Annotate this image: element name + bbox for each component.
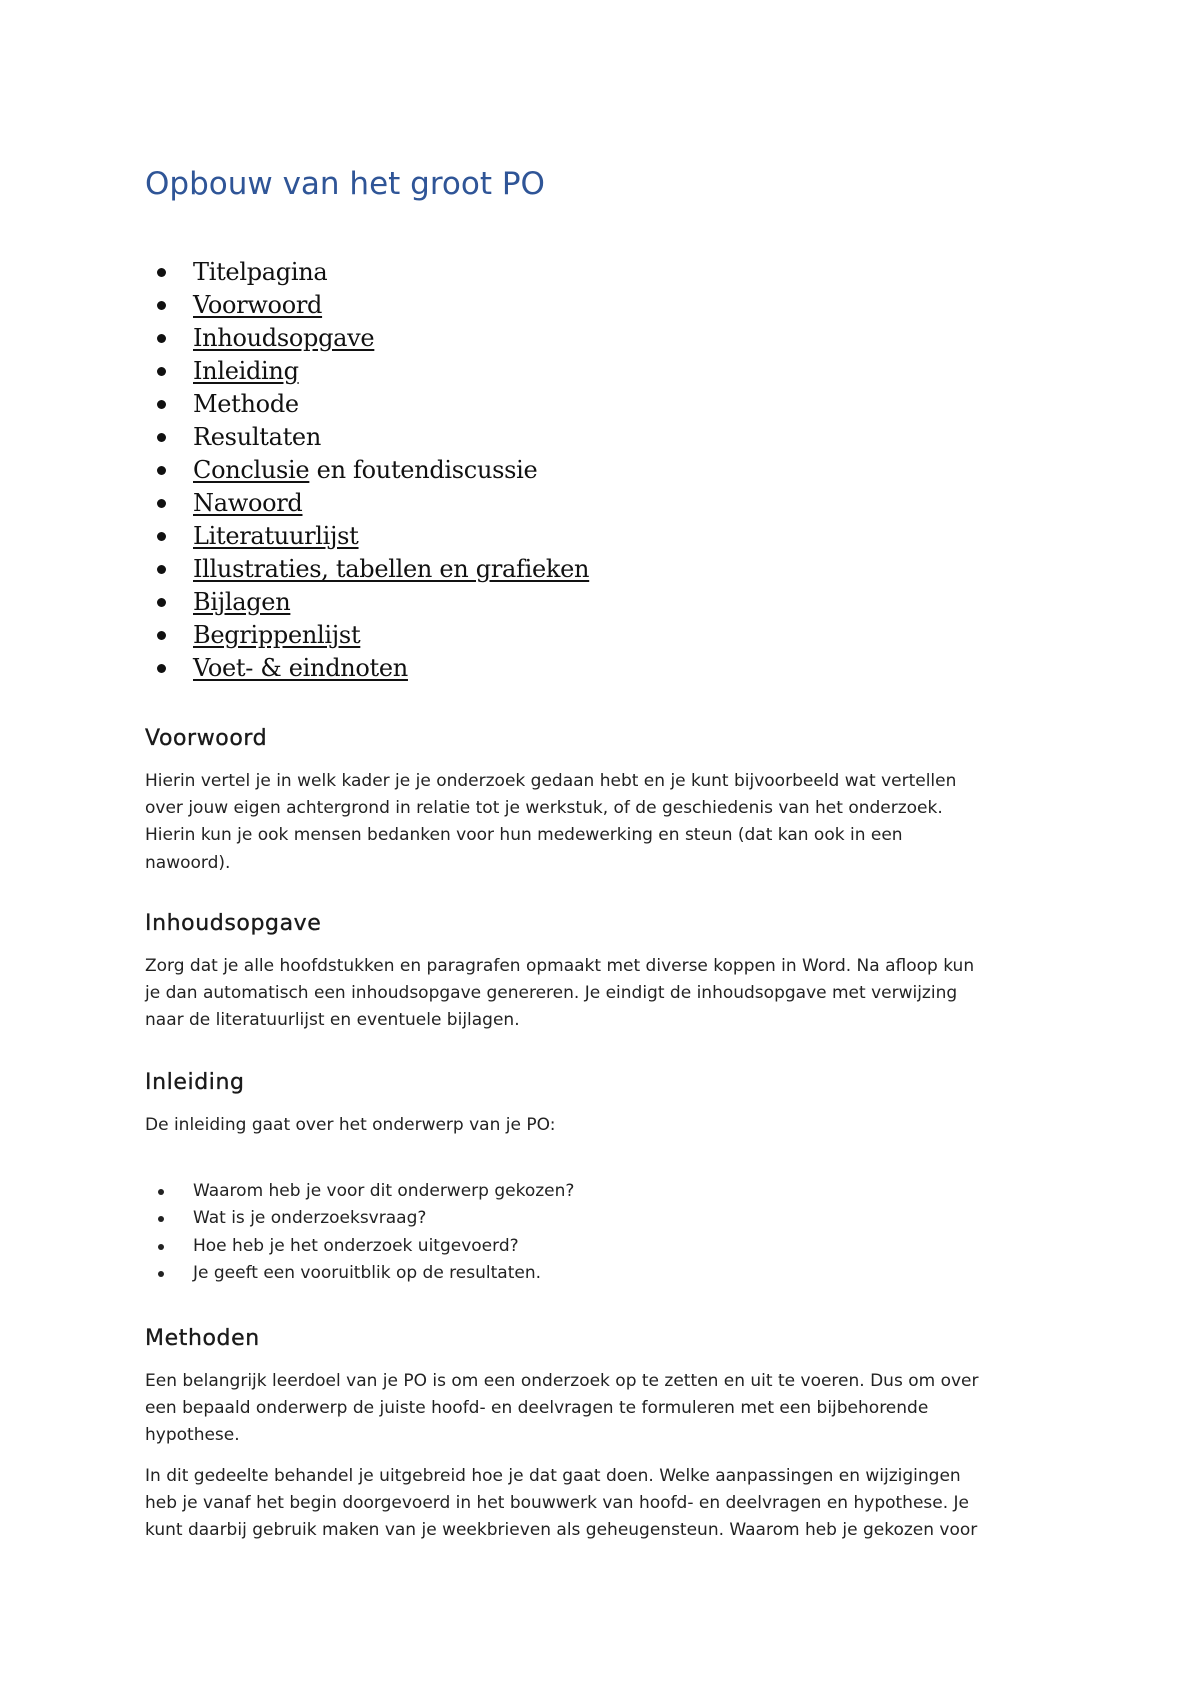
heading-inleiding: Inleiding — [145, 1070, 245, 1095]
text-line: kunt daarbij gebruik maken van je weekbrieven als geheugensteun. Waarom heb je gekozen voor — [145, 1520, 978, 1541]
outline-list — [145, 256, 589, 685]
list-item — [145, 1205, 574, 1232]
heading-methoden: Methoden — [145, 1326, 260, 1351]
outline-item — [145, 487, 589, 520]
list-item-text: Je geeft een vooruitblik op de resultaten. — [193, 1262, 542, 1283]
methoden-paragraph-1 — [145, 1368, 1065, 1450]
bullet-icon — [157, 433, 166, 442]
outline-item — [145, 388, 589, 421]
outline-item — [145, 421, 589, 454]
bullet-icon — [157, 499, 166, 508]
text-line: Een belangrijk leerdoel van je PO is om een onderzoek op te zetten en uit te voeren. Dus om over — [145, 1371, 979, 1391]
list-item-text: Wat is je onderzoeksvraag? — [193, 1208, 427, 1229]
text-line: In dit gedeelte behandel je uitgebreid hoe je dat gaat doen. Welke aanpassingen en wijzigingen — [145, 1466, 961, 1486]
outline-link[interactable]: Voorwoord — [193, 291, 323, 319]
outline-text: Methode — [193, 390, 299, 418]
list-item — [145, 1260, 574, 1287]
outline-link[interactable]: Nawoord — [193, 489, 303, 517]
text-line: je dan automatisch een inhoudsopgave genereren. Je eindigt de inhoudsopgave met verwijzing — [145, 983, 958, 1004]
outline-text: en foutendiscussie — [309, 456, 538, 484]
bullet-icon — [158, 1216, 164, 1222]
bullet-icon — [157, 598, 166, 607]
outline-link[interactable]: Conclusie — [193, 456, 310, 484]
outline-link[interactable]: Inhoudsopgave — [193, 324, 375, 352]
bullet-icon — [157, 268, 166, 277]
bullet-icon — [158, 1271, 164, 1277]
heading-voorwoord: Voorwoord — [145, 726, 268, 751]
text-line: De inleiding gaat over het onderwerp van je PO: — [145, 1115, 556, 1135]
list-item — [145, 1178, 574, 1205]
outline-link[interactable]: Illustraties, tabellen en grafieken — [193, 555, 590, 583]
page-title: Opbouw van het groot PO — [145, 166, 545, 202]
bullet-icon — [157, 565, 166, 574]
outline-item — [145, 256, 589, 289]
list-item-text: Hoe heb je het onderzoek uitgevoerd? — [193, 1235, 519, 1256]
bullet-icon — [157, 664, 166, 673]
outline-link[interactable]: Voet- & eindnoten — [193, 654, 408, 682]
bullet-icon — [157, 367, 166, 376]
outline-item — [145, 553, 589, 586]
inleiding-bullet-list — [145, 1178, 574, 1287]
bullet-icon — [157, 532, 166, 541]
inleiding-intro — [145, 1112, 1065, 1139]
text-line: een bepaald onderwerp de juiste hoofd- en deelvragen te formuleren met een bijbehorende — [145, 1398, 929, 1419]
methoden-paragraph-2 — [145, 1463, 1065, 1545]
outline-text: Resultaten — [193, 423, 321, 451]
voorwoord-paragraph — [145, 768, 1065, 877]
text-line: nawoord). — [145, 852, 231, 873]
bullet-icon — [157, 334, 166, 343]
bullet-icon — [157, 400, 166, 409]
outline-link[interactable]: Begrippenlijst — [193, 621, 361, 649]
bullet-icon — [157, 466, 166, 475]
text-line: Hierin kun je ook mensen bedanken voor hun medewerking en steun (dat kan ook in een — [145, 825, 903, 846]
bullet-icon — [157, 631, 166, 640]
outline-item — [145, 586, 589, 619]
outline-item — [145, 355, 589, 388]
outline-text: Titelpagina — [193, 258, 328, 286]
outline-item — [145, 520, 589, 553]
outline-item — [145, 289, 589, 322]
bullet-icon — [158, 1189, 164, 1195]
outline-link[interactable]: Literatuurlijst — [193, 522, 359, 550]
outline-item — [145, 322, 589, 355]
text-line: heb je vanaf het begin doorgevoerd in het bouwwerk van hoofd- en deelvragen en hypothese. Je — [145, 1493, 970, 1514]
text-line: naar de literatuurlijst en eventuele bijlagen. — [145, 1010, 520, 1031]
text-line: hypothese. — [145, 1425, 240, 1446]
text-line: Zorg dat je alle hoofdstukken en paragrafen opmaakt met diverse koppen in Word. Na afloop kun — [145, 956, 975, 976]
text-line: Hierin vertel je in welk kader je je onderzoek gedaan hebt en je kunt bijvoorbeeld wat vertellen — [145, 771, 957, 791]
outline-item — [145, 652, 589, 685]
bullet-icon — [157, 301, 166, 310]
bullet-icon — [158, 1244, 164, 1250]
heading-inhoudsopgave: Inhoudsopgave — [145, 911, 322, 936]
outline-item — [145, 454, 589, 487]
text-line: over jouw eigen achtergrond in relatie tot je werkstuk, of de geschiedenis van het onderzoek. — [145, 798, 943, 819]
outline-link[interactable]: Inleiding — [193, 357, 299, 385]
list-item-text: Waarom heb je voor dit onderwerp gekozen? — [193, 1181, 575, 1201]
list-item — [145, 1233, 574, 1260]
inhoudsopgave-paragraph — [145, 953, 1065, 1035]
outline-item — [145, 619, 589, 652]
outline-link[interactable]: Bijlagen — [193, 588, 291, 616]
